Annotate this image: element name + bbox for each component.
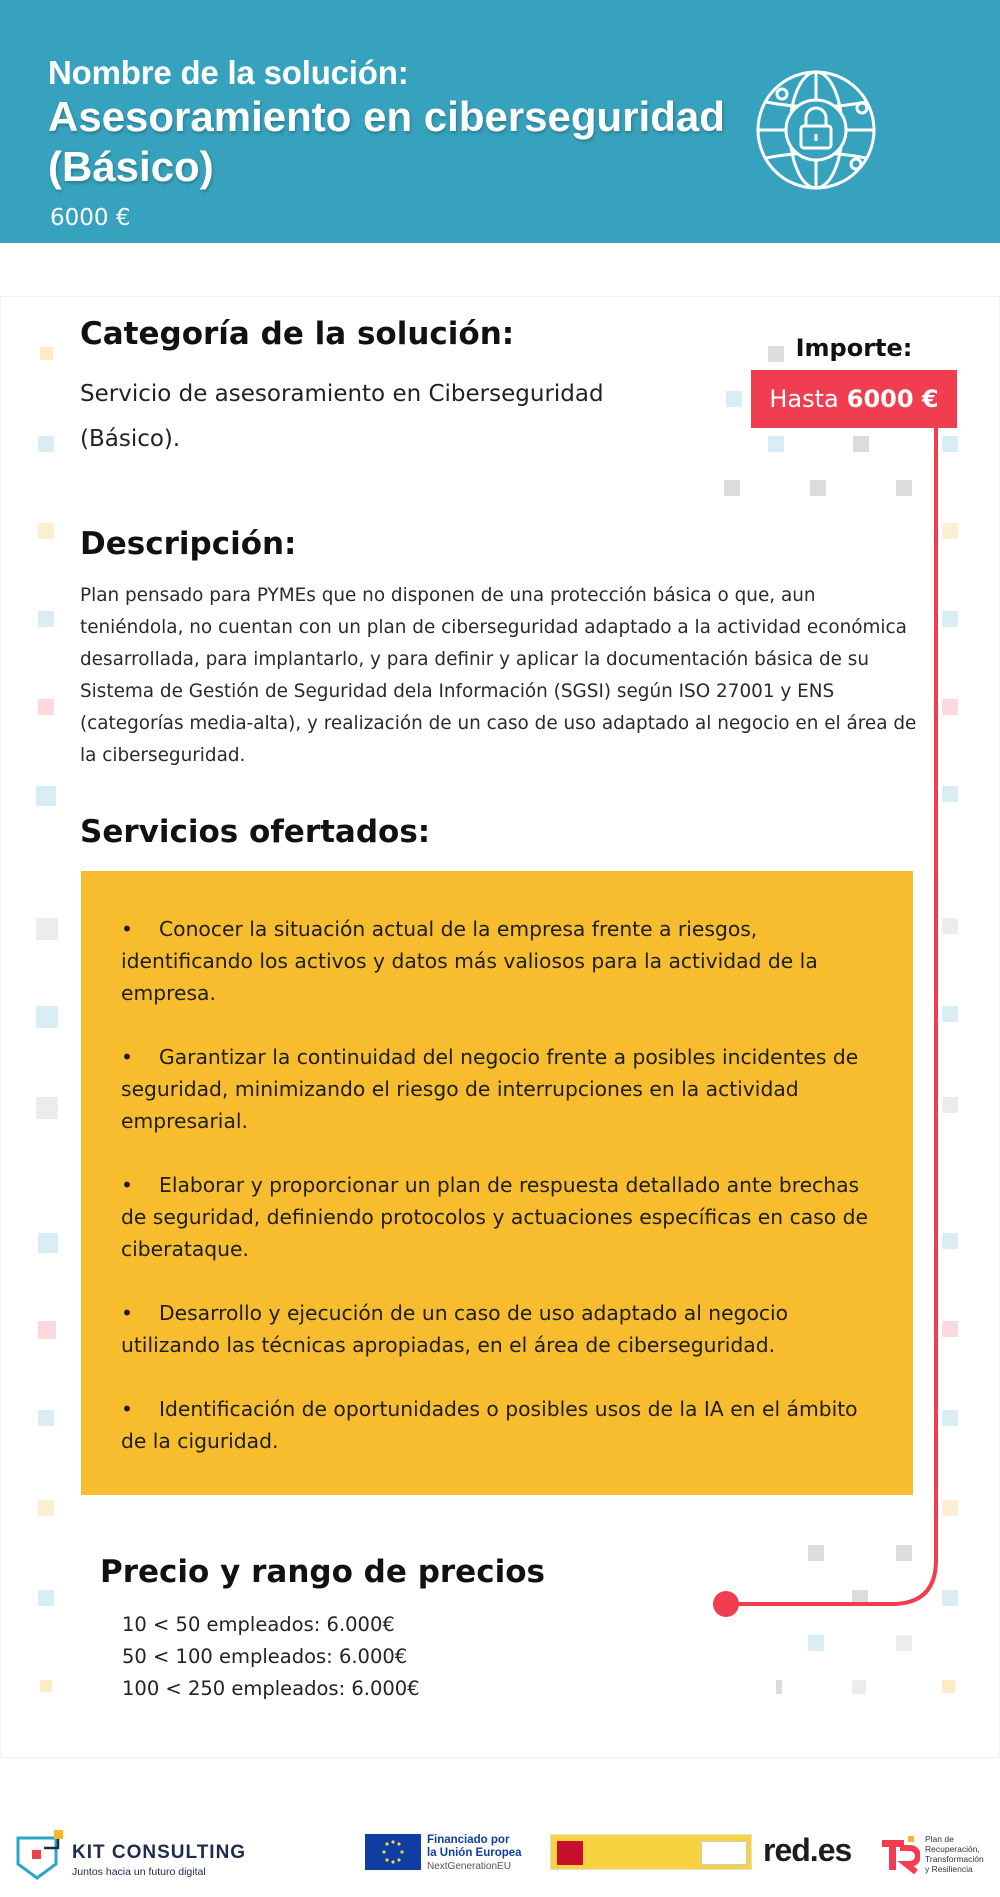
pricing-row: 10 < 50 empleados: 6.000€ [122,1613,395,1636]
service-item [121,1297,881,1361]
importe-prefix: Hasta [769,385,839,413]
eu-funding-line3: NextGenerationEU [427,1861,511,1872]
service-item [121,1393,881,1457]
solution-name-label: Nombre de la solución: [48,54,409,91]
globe-lock-icon [754,68,878,192]
pricing-heading: Precio y rango de precios [100,1554,545,1590]
service-item-text: Garantizar la continuidad del negocio frente a posibles incidentes de seguridad, minimizando el riesgo de interrupciones en la actividad empresarial. [121,1045,859,1133]
services-heading: Servicios ofertados: [80,814,431,850]
prtr-line3: Transformación [925,1854,984,1864]
eu-funding-line2: la Unión Europea [427,1847,522,1859]
bullet-icon: • [121,1397,133,1421]
prtr-line2: Recuperación, [925,1844,980,1854]
kit-consulting-name: KIT CONSULTING [72,1842,247,1863]
eu-funding-text [427,1834,537,1874]
pricing-list [122,1609,420,1705]
eu-funding-line1: Financiado por [427,1834,510,1846]
service-item-text: Identificación de oportunidades o posibles usos de la IA en el ámbito de la ciguridad. [121,1397,858,1453]
description-heading: Descripción: [80,526,297,562]
category-heading: Categoría de la solución: [80,316,515,352]
solution-title: Asesoramiento en ciberseguridad (Básico) [48,93,725,190]
prtr-line4: y Resiliencia [925,1864,973,1874]
service-item-text: Conocer la situación actual de la empresa frente a riesgos, identificando los activos y datos más valiosos para la actividad de la empresa. [121,917,818,1005]
header-banner [0,0,1000,243]
bullet-icon: • [121,917,133,941]
header-price: 6000 € [50,205,131,231]
service-item [121,1041,881,1137]
prtr-logo-icon [880,1834,920,1874]
prtr-text [925,1834,1000,1874]
importe-amount: 6000 € [846,385,939,413]
service-item [121,1169,881,1265]
service-item-text: Desarrollo y ejecución de un caso de uso adaptado al negocio utilizando las técnicas apropiadas, en el área de ciberseguridad. [121,1301,789,1357]
service-item [121,913,881,1009]
services-list [121,913,881,1489]
services-box [81,871,913,1495]
footer-logos [0,1800,1000,1897]
bullet-icon: • [121,1045,133,1069]
importe-badge [751,370,957,428]
gobierno-espana-logo-icon [550,1834,752,1870]
description-text: Plan pensado para PYMEs que no disponen de una protección básica o que, aun teniéndola, no cuentan con un plan de ciberseguridad adaptado a la actividad económica desarrollada, para implantarlo, y para definir y aplicar la documentación básica de su Sistema de Gestión de Seguridad dela Información (SGSI) según ISO 27001 y ENS (categorías media-alta), y realización de un caso de uso adaptado al negocio en el área de la ciberseguridad. [80,585,917,766]
prtr-line1: Plan de [925,1834,954,1844]
bullet-icon: • [121,1301,133,1325]
redes-logo: red.es [763,1832,852,1868]
pricing-row: 100 < 250 empleados: 6.000€ [122,1677,420,1700]
bullet-icon: • [121,1173,133,1197]
category-text: Servicio de asesoramiento en Ciberseguridad (Básico). [80,381,604,452]
importe-label: Importe: [795,334,913,362]
service-item-text: Elaborar y proporcionar un plan de respuesta detallado ante brechas de seguridad, definiendo protocolos y actuaciones específicas en caso de ciberataque. [121,1173,868,1261]
eu-flag-icon [365,1834,421,1870]
pricing-row: 50 < 100 empleados: 6.000€ [122,1645,408,1668]
kit-consulting-logo-icon [12,1824,72,1882]
kit-consulting-tagline: Juntos hacia un futuro digital [72,1866,206,1878]
